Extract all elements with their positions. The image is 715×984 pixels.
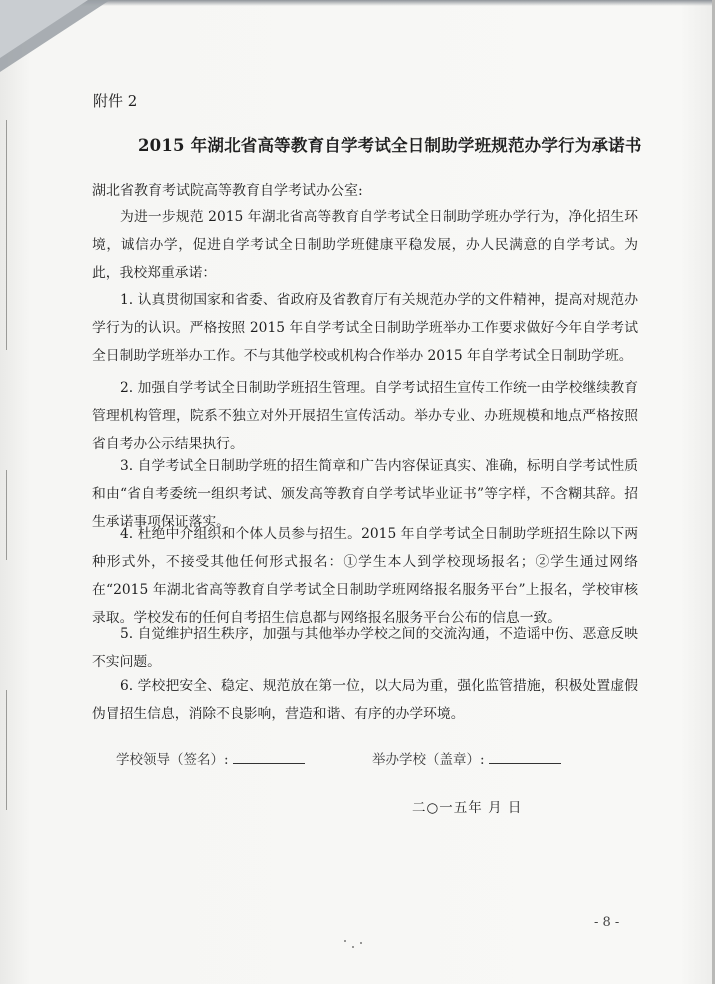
page-number: - 8 - (594, 915, 620, 930)
leader-signature-line (233, 749, 305, 764)
document-title: 2015 年湖北省高等教育自学考试全日制助学班规范办学行为承诺书 (138, 136, 642, 155)
attachment-label: 附件 2 (93, 92, 138, 110)
folded-corner-inner (0, 0, 88, 58)
leader-signature-field (116, 748, 305, 768)
intro-paragraph: 为进一步规范 2015 年湖北省高等教育自学考试全日制助学班办学行为，净化招生环境，诚信办学，促进自学考试全日制助学班健康平稳发展，办人民满意的自学考试。为此，我校郑重承诺： (92, 209, 638, 281)
commitment-item-5: 5. 自觉维护招生秩序，加强与其他举办学校之间的交流沟通，不造谣中伤、恶意反映不实问题。 (92, 626, 638, 670)
commitment-item-1: 1. 认真贯彻国家和省委、省政府及省教育厅有关规范办学的文件精神，提高对规范办学行为的认识。严格按照 2015 年自学考试全日制助学班举办工作要求做好今年自学考试全日制助学班举办工作。不与其他学校或机构合作举办 2015 年自学考试全日制助学班。 (92, 292, 638, 364)
commitment-item-4: 4. 杜绝中介组织和个体人员参与招生。2015 年自学考试全日制助学班招生除以下两种形式外，不接受其他任何形式报名：①学生本人到学校现场报名；②学生通过网络在“2015 年湖北省高等教育自学考试全日制助学班网络报名服务平台”上报名，学校审核录取。学校发布的任何自考招生信息都与网络报名服务平台公布的信息一致。 (92, 526, 638, 626)
school-seal-label: 举办学校（盖章）: (372, 752, 485, 768)
document-date: 二○一五年 月 日 (412, 800, 523, 816)
leader-signature-label: 学校领导（签名）: (116, 752, 229, 768)
scan-artifact-line (6, 690, 7, 810)
scan-speck (344, 940, 346, 942)
scan-artifact-line (6, 470, 7, 560)
scan-artifact-line (6, 120, 7, 350)
commitment-item-3: 3. 自学考试全日制助学班的招生简章和广告内容保证真实、准确，标明自学考试性质和由“省自考委统一组织考试、颁发高等教育自学考试毕业证书”等字样，不含糊其辞。招生承诺事项保证落实。 (92, 458, 638, 530)
school-seal-field (372, 748, 561, 768)
commitment-item-6: 6. 学校把安全、稳定、规范放在第一位，以大局为重，强化监管措施，积极处置虚假伪冒招生信息，消除不良影响，营造和谐、有序的办学环境。 (92, 678, 638, 722)
commitment-item-2: 2. 加强自学考试全日制助学班招生管理。自学考试招生宣传工作统一由学校继续教育管理机构管理，院系不独立对外开展招生宣传活动。举办专业、办班规模和地点严格按照省自考办公示结果执行。 (92, 380, 638, 452)
salutation: 湖北省教育考试院高等教育自学考试办公室: (92, 183, 363, 199)
scan-speck (360, 942, 362, 944)
school-seal-line (489, 749, 561, 764)
scan-speck (352, 946, 354, 948)
